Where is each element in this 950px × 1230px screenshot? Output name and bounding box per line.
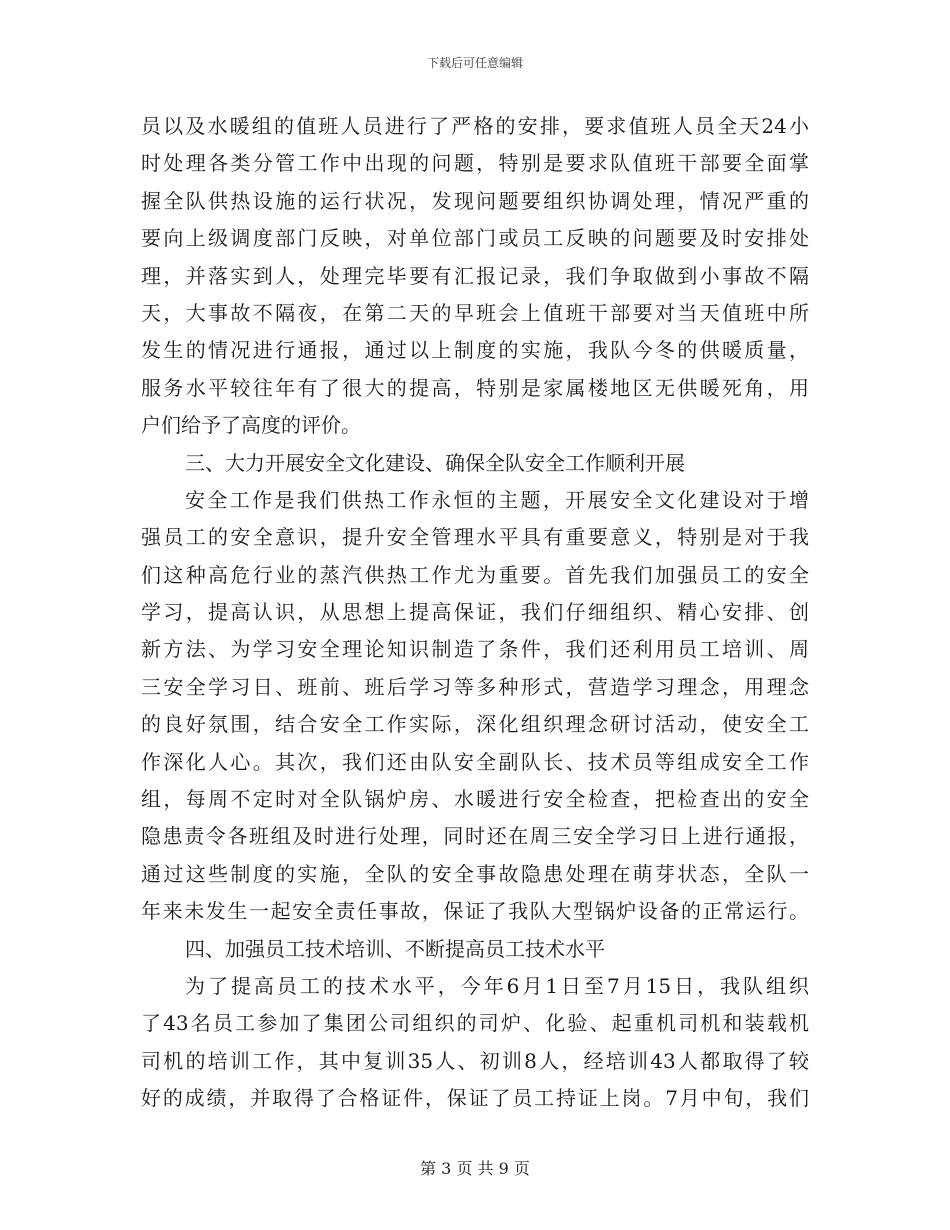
text-line: 理，并落实到人，处理完毕要有汇报记录，我们争取做到小事故不隔	[141, 263, 809, 288]
text-line: 服务水平较往年有了很大的提高，特别是家属楼地区无供暖死角，用	[141, 375, 809, 400]
text-line: 通过这些制度的实施，全队的安全事故隐患处理在萌芽状态，全队一	[141, 861, 809, 886]
document-body	[141, 108, 809, 1118]
text-line: 三安全学习日、班前、班后学习等多种形式，营造学习理念，用理念	[141, 674, 809, 699]
text-line: 的良好氛围，结合安全工作实际，深化组织理念研讨活动，使安全工	[141, 712, 809, 737]
section-heading: 四、加强员工技术培训、不断提高员工技术水平	[185, 936, 605, 961]
text-line: 强员工的安全意识，提升安全管理水平具有重要意义，特别是对于我	[141, 525, 809, 550]
text-line: 安全工作是我们供热工作永恒的主题，开展安全文化建设对于增	[185, 487, 809, 512]
text-line: 握全队供热设施的运行状况，发现问题要组织协调处理，情况严重的	[141, 188, 809, 213]
page-header: 下载后可任意编辑	[426, 56, 523, 70]
text-line: 学习，提高认识，从思想上提高保证，我们仔细组织、精心安排、创	[141, 600, 809, 625]
text-line: 了43名员工参加了集团公司组织的司炉、化验、起重机司机和装载机	[141, 1011, 809, 1036]
text-line: 新方法、为学习安全理论知识制造了条件，我们还利用员工培训、周	[141, 637, 809, 662]
section-heading: 三、大力开展安全文化建设、确保全队安全工作顺利开展	[185, 450, 685, 475]
text-line: 组，每周不定时对全队锅炉房、水暖进行安全检查，把检查出的安全	[141, 787, 809, 812]
text-line: 司机的培训工作，其中复训35人、初训8人，经培训43人都取得了较	[141, 1048, 809, 1073]
page-number-footer: 第 3 页 共 9 页	[420, 1159, 530, 1178]
text-line: 们这种高危行业的蒸汽供热工作尤为重要。首先我们加强员工的安全	[141, 562, 809, 587]
text-line: 要向上级调度部门反映，对单位部门或员工反映的问题要及时安排处	[141, 226, 809, 251]
text-line: 作深化人心。其次，我们还由队安全副队长、技术员等组成安全工作	[141, 749, 809, 774]
text-line: 户们给予了高度的评价。	[141, 413, 361, 438]
text-line: 员以及水暖组的值班人员进行了严格的安排，要求值班人员全天24小	[141, 114, 809, 138]
text-line: 年来未发生一起安全责任事故，保证了我队大型锅炉设备的正常运行。	[141, 899, 809, 924]
text-line: 时处理各类分管工作中出现的问题，特别是要求队值班干部要全面掌	[141, 151, 809, 176]
text-line: 隐患责令各班组及时进行处理，同时还在周三安全学习日上进行通报，	[141, 824, 809, 849]
text-line: 发生的情况进行通报，通过以上制度的实施，我队今冬的供暖质量，	[141, 338, 809, 363]
text-line: 天，大事故不隔夜，在第二天的早班会上值班干部要对当天值班中所	[141, 300, 809, 325]
text-line: 为了提高员工的技术水平，今年6月1日至7月15日，我队组织	[185, 973, 809, 998]
text-line: 好的成绩，并取得了合格证件，保证了员工持证上岗。7月中旬，我们	[141, 1086, 809, 1111]
